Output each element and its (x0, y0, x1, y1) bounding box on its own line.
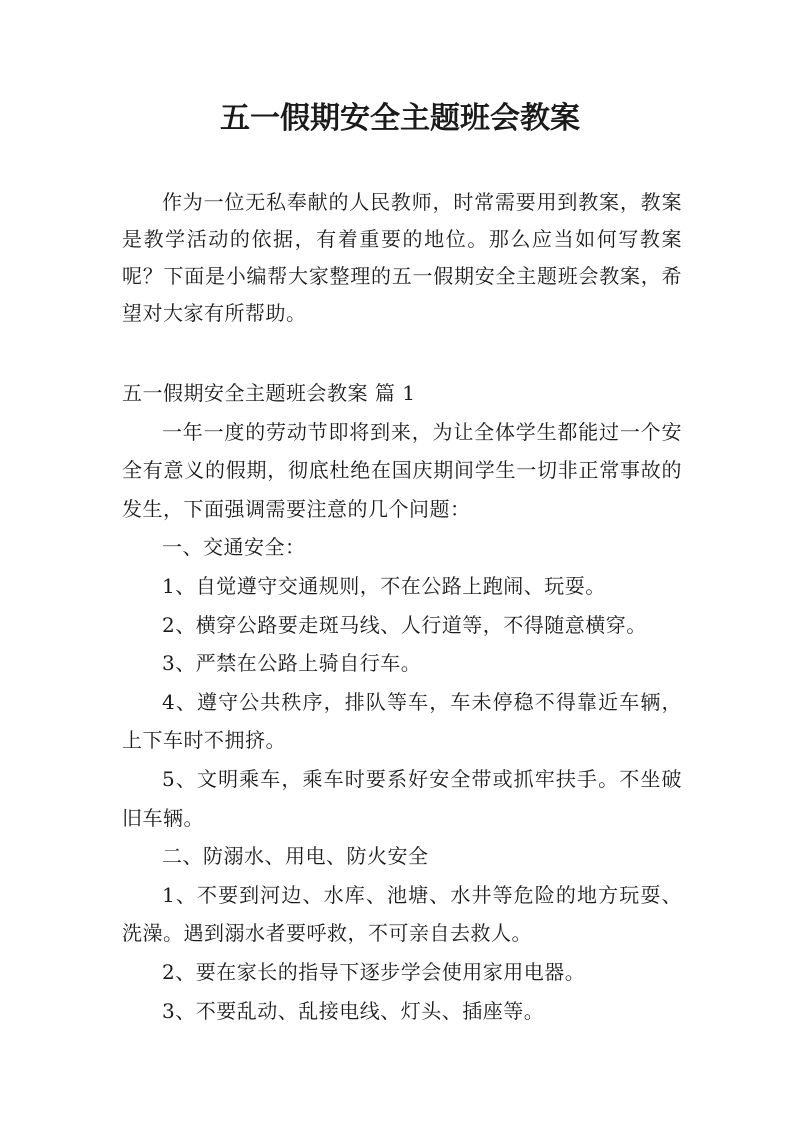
main-block (122, 374, 682, 1030)
list-item-water-1: 1、不要到河边、水库、池塘、水井等危险的地方玩耍、洗澡。遇到溺水者要呼救，不可亲自去救人。 (122, 882, 682, 946)
list-item-water-3: 3、不要乱动、乱接电线、灯头、插座等。 (162, 998, 545, 1023)
heading-traffic-safety: 一、交通安全： (162, 535, 306, 560)
list-item-traffic-1: 1、自觉遵守交通规则，不在公路上跑闹、玩耍。 (162, 573, 606, 598)
heading-water-electric-fire-safety: 二、防溺水、用电、防火安全 (162, 844, 429, 869)
document-title: 五一假期安全主题班会教案 (220, 101, 580, 136)
list-item-traffic-4: 4、遵守公共秩序，排队等车，车未停稳不得靠近车辆，上下车时不拥挤。 (122, 689, 682, 753)
intro-paragraph: 作为一位无私奉献的人民教师，时常需要用到教案，教案是教学活动的依据，有着重要的地位。那么应当如何写教案呢？下面是小编帮大家整理的五一假期安全主题班会教案，希望对大家有所帮助。 (122, 190, 682, 325)
list-item-water-2: 2、要在家长的指导下逐步学会使用家用电器。 (162, 959, 586, 984)
list-item-traffic-5: 5、文明乘车，乘车时要系好安全带或抓牢扶手。不坐破旧车辆。 (122, 766, 682, 830)
list-item-traffic-3: 3、严禁在公路上骑自行车。 (162, 651, 422, 676)
section-heading: 五一假期安全主题班会教案 篇 1 (122, 381, 416, 405)
list-item-traffic-2: 2、横穿公路要走斑马线、人行道等，不得随意横穿。 (162, 612, 647, 637)
paragraph-opening: 一年一度的劳动节即将到来，为让全体学生都能过一个安全有意义的假期，彻底杜绝在国庆期间学生一切非正常事故的发生，下面强调需要注意的几个问题： (122, 419, 682, 521)
intro-block (122, 184, 682, 332)
